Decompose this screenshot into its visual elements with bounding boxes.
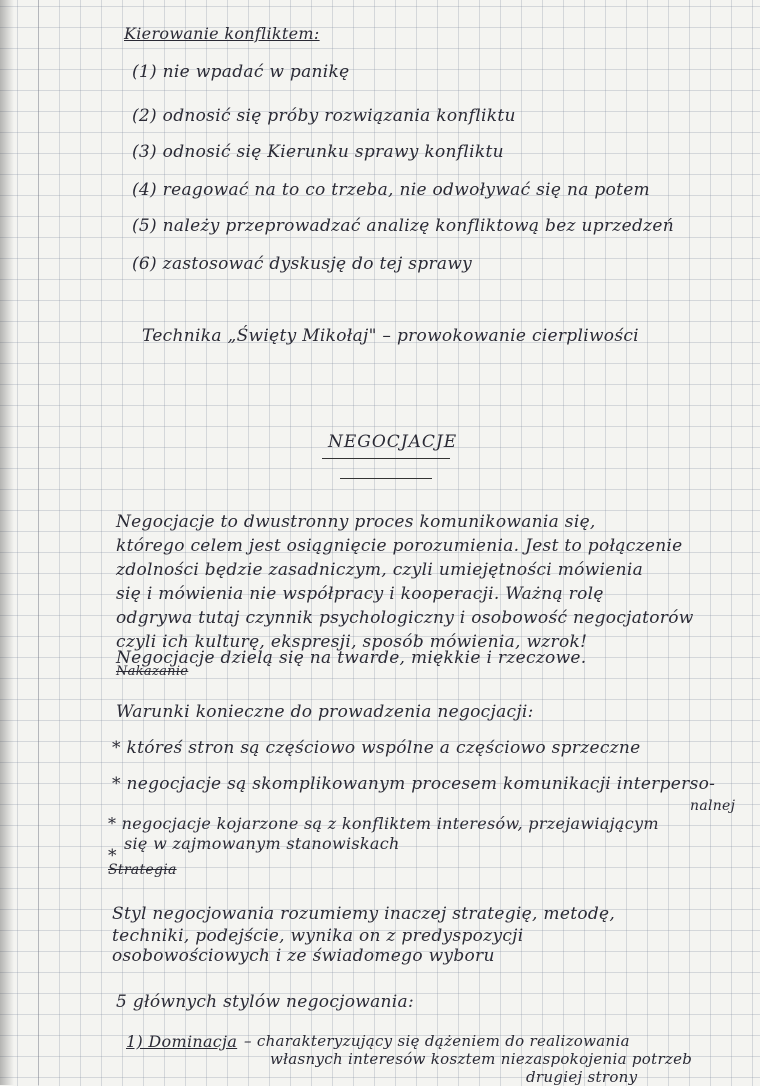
- condition-3-continued: się w zajmowanym stanowiskach: [124, 834, 400, 853]
- conflict-point-2: (2) odnosić się próby rozwiązania konfliktu: [132, 106, 516, 126]
- conflict-point-1: (1) nie wpadać w panikę: [132, 62, 350, 82]
- style-line-2: techniki, podejście, wynika on z predyspozycji: [112, 926, 524, 946]
- style-line-3: osobowościowych i ze świadomego wyboru: [112, 946, 495, 966]
- margin-line: [38, 0, 39, 1085]
- conflict-point-4: (4) reagować na to co trzeba, nie odwoływać się na potem: [132, 180, 650, 200]
- title-underline: [322, 458, 450, 459]
- definition-line-2: którego celem jest osiągnięcie porozumienia. Jest to połączenie: [116, 536, 683, 556]
- crossed-word: Nakazanie: [116, 664, 189, 679]
- definition-line-5: odgrywa tutaj czynnik psychologiczny i osobowość negocjatorów: [116, 608, 694, 628]
- conflict-point-6: (6) zastosować dyskusję do tej sprawy: [132, 254, 473, 274]
- technique-line: Technika „Święty Mikołaj" – prowokowanie cierpliwości: [142, 326, 639, 346]
- condition-1: * któreś stron są częściowo wspólne a częściowo sprzeczne: [112, 738, 641, 758]
- conflict-point-3: (3) odnosić się Kierunku sprawy konfliktu: [132, 142, 504, 162]
- conflict-point-5: (5) należy przeprowadzać analizę konfliktową bez uprzedzeń: [132, 216, 675, 236]
- definition-line-6: czyli ich kulturę, ekspresji, sposób mówienia, wzrok!: [116, 632, 588, 652]
- title-underline-2: [340, 478, 432, 479]
- style1-line3: drugiej strony: [526, 1068, 638, 1086]
- definition-line-4: się i mówienia nie współpracy i kooperacji. Ważną rolę: [116, 584, 604, 604]
- negotiation-types: Negocjacje dzielą się na twarde, miękkie i rzeczowe.: [116, 648, 587, 668]
- styles-heading: 5 głównych stylów negocjowania:: [116, 992, 415, 1012]
- style1-text: – charakteryzujący się dążeniem do realizowania: [244, 1032, 630, 1050]
- style-line-1: Styl negocjowania rozumiemy inaczej strategię, metodę,: [112, 904, 616, 924]
- style1-label: 1) Dominacja: [126, 1032, 238, 1051]
- definition-line-1: Negocjacje to dwustronny proces komunikowania się,: [116, 512, 596, 532]
- page-title: NEGOCJACJE: [328, 432, 458, 452]
- style1-line2: własnych interesów kosztem niezaspokojenia potrzeb: [270, 1050, 693, 1068]
- condition-2-wrap: nalnej: [690, 798, 736, 814]
- definition-line-3: zdolności będzie zasadniczym, czyli umiejętności mówienia: [116, 560, 644, 580]
- star-mark: *: [108, 846, 117, 866]
- conditions-heading: Warunki konieczne do prowadzenia negocjacji:: [116, 702, 534, 722]
- crossed-word-2: Strategia: [108, 862, 177, 878]
- condition-2: * negocjacje są skomplikowanym procesem komunikacji interperso-: [112, 774, 716, 794]
- heading-conflict: Kierowanie konfliktem:: [124, 24, 320, 43]
- condition-3: * negocjacje kojarzone są z konfliktem interesów, przejawiającym: [108, 814, 659, 833]
- page-edge-shadow: [0, 0, 14, 1085]
